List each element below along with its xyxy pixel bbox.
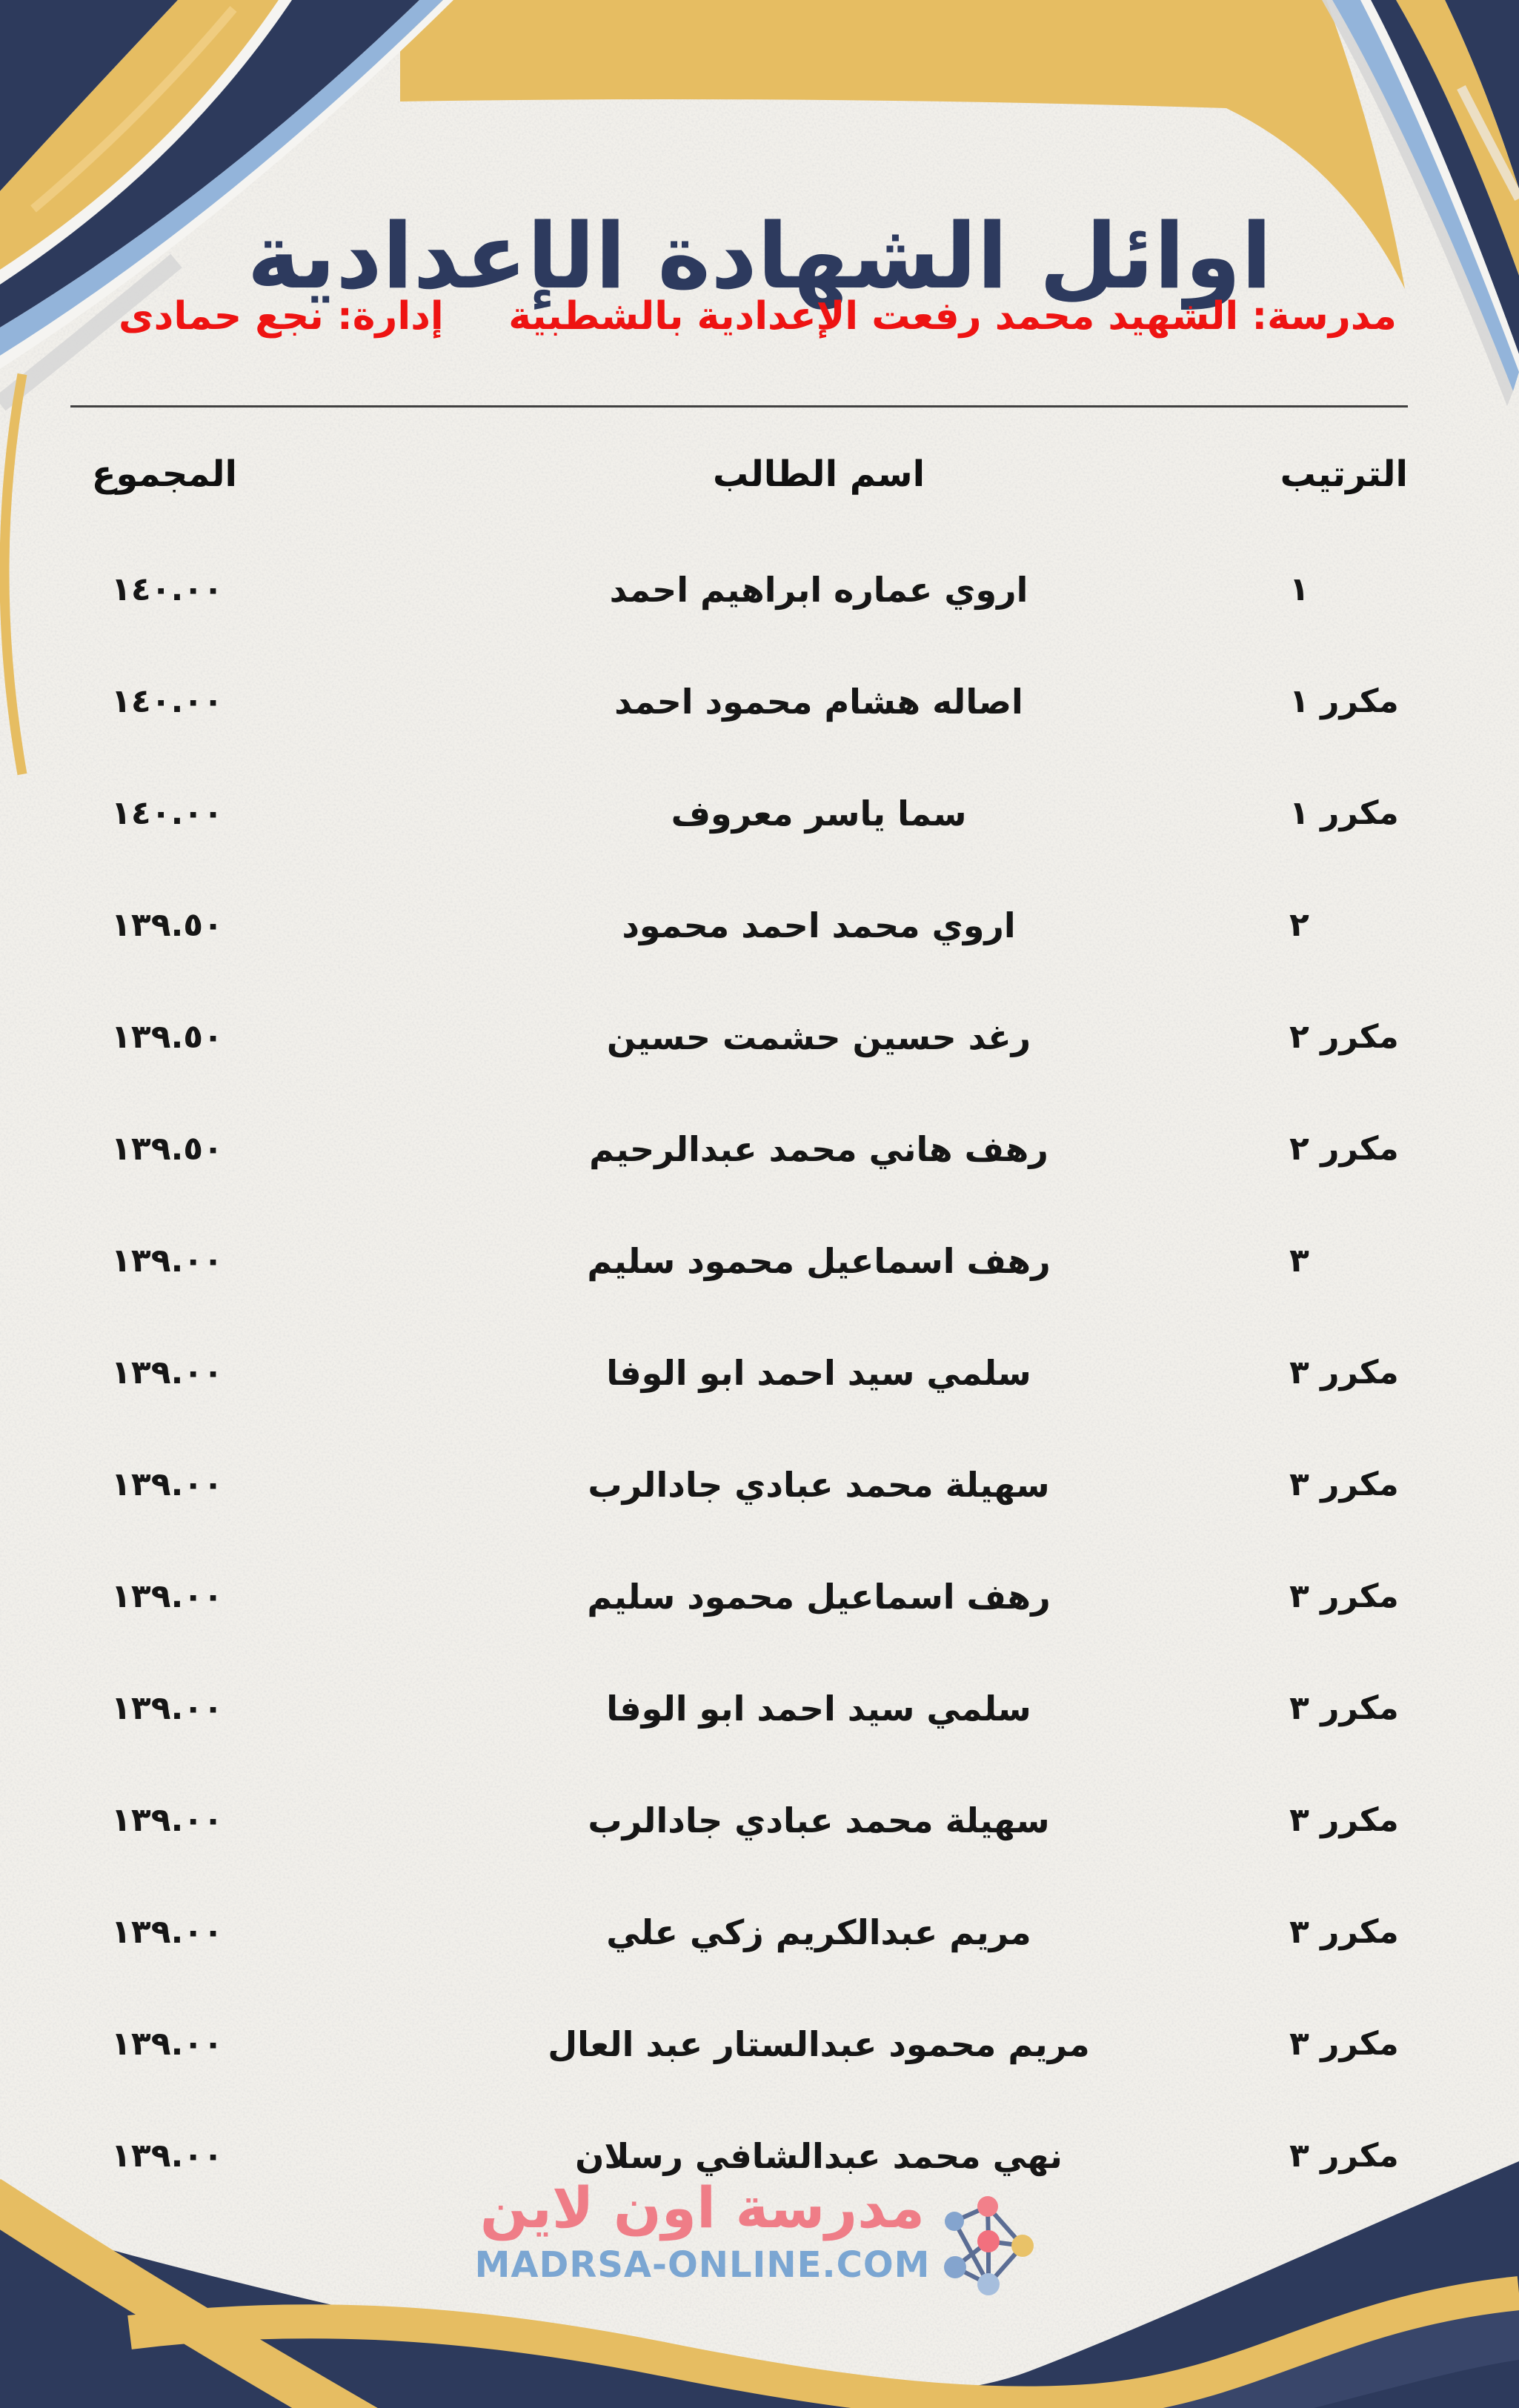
rank-cell: مكرر ٣	[1289, 1577, 1399, 1615]
page-title: اوائل الشهادة الإعدادية	[247, 203, 1272, 309]
total-cell: ١٤٠.٠٠	[111, 571, 223, 608]
total-cell: ١٤٠.٠٠	[111, 682, 223, 720]
student-name-cell: سهيلة محمد عبادي جادالرب	[588, 1800, 1050, 1840]
student-name-cell: رغد حسين حشمت حسين	[606, 1017, 1031, 1057]
table-row	[111, 645, 1408, 757]
rank-cell: ٣	[1289, 1242, 1309, 1280]
student-name-cell: اروي محمد احمد محمود	[622, 905, 1016, 945]
student-name-cell: رهف اسماعيل محمود سليم	[587, 1240, 1051, 1281]
school-name: مدرسة: الشهيد محمد رفعت الإعدادية بالشطبية	[508, 294, 1397, 339]
student-name-cell: سهيلة محمد عبادي جادالرب	[588, 1464, 1050, 1505]
table-row	[111, 1652, 1408, 1764]
total-cell: ١٣٩.٠٠	[111, 2025, 223, 2063]
table-row	[111, 1764, 1408, 1876]
results-table	[91, 415, 1408, 2212]
student-name-cell: مريم محمود عبدالستار عبد العال	[548, 2023, 1090, 2064]
total-cell: ١٣٩.٥٠	[111, 1130, 223, 1168]
rank-cell: مكرر ٣	[1289, 1354, 1399, 1391]
table-row	[111, 1428, 1408, 1540]
table-row	[111, 1540, 1408, 1652]
table-row	[111, 1317, 1408, 1428]
student-name-cell: نهي محمد عبدالشافي رسلان	[575, 2135, 1063, 2176]
table-row	[111, 1988, 1408, 2100]
student-name-cell: سلمي سيد احمد ابو الوفا	[606, 1688, 1031, 1729]
student-name-cell: اصاله هشام محمود احمد	[614, 681, 1023, 722]
network-logo-icon	[940, 2184, 1044, 2303]
rank-column-header: الترتيب	[1280, 453, 1408, 495]
total-cell: ١٤٠.٠٠	[111, 794, 223, 832]
rank-cell: مكرر ٣	[1289, 1689, 1399, 1727]
total-cell: ١٣٩.٠٠	[111, 1689, 223, 1727]
student-name-cell: رهف اسماعيل محمود سليم	[587, 1576, 1051, 1617]
table-row	[111, 869, 1408, 981]
total-cell: ١٣٩.٠٠	[111, 1801, 223, 1839]
total-cell: ١٣٩.٠٠	[111, 1466, 223, 1503]
total-cell: ١٣٩.٠٠	[111, 1913, 223, 1951]
rank-cell: مكرر ٣	[1289, 1801, 1399, 1839]
rank-cell: مكرر ٣	[1289, 2137, 1399, 2175]
total-cell: ١٣٩.٠٠	[111, 1242, 223, 1280]
student-name-cell: سلمي سيد احمد ابو الوفا	[606, 1352, 1031, 1393]
table-header-row	[91, 415, 1408, 533]
student-name-cell: رهف هاني محمد عبدالرحيم	[589, 1128, 1048, 1169]
total-cell: ١٣٩.٠٠	[111, 1577, 223, 1615]
subtitle-line	[119, 293, 1397, 339]
table-row	[111, 1876, 1408, 1988]
brand-text	[475, 2175, 931, 2286]
admin-name: إدارة: نجع حمادى	[119, 294, 444, 339]
rank-cell: مكرر ١	[1289, 794, 1399, 832]
divider-line	[70, 405, 1408, 408]
table-row	[111, 533, 1408, 645]
rank-cell: مكرر ٢	[1289, 1130, 1399, 1168]
rank-cell: ٢	[1289, 906, 1309, 944]
total-cell: ١٣٩.٥٠	[111, 906, 223, 944]
table-row	[111, 1093, 1408, 1205]
table-body	[111, 533, 1408, 2212]
table-row	[111, 1205, 1408, 1317]
total-cell: ١٣٩.٠٠	[111, 2137, 223, 2175]
student-name-cell: مريم عبدالكريم زكي علي	[606, 1912, 1031, 1952]
student-name-cell: سما ياسر معروف	[671, 793, 967, 834]
brand-name-arabic: مدرسة اون لاين	[479, 2175, 925, 2241]
rank-cell: مكرر ٣	[1289, 1466, 1399, 1503]
rank-cell: ١	[1289, 571, 1309, 608]
rank-cell: مكرر ١	[1289, 682, 1399, 720]
rank-cell: مكرر ٢	[1289, 1018, 1399, 1056]
name-column-header: اسم الطالب	[712, 453, 925, 495]
total-cell: ١٣٩.٥٠	[111, 1018, 223, 1056]
rank-cell: مكرر ٣	[1289, 2025, 1399, 2063]
table-row	[111, 757, 1408, 869]
rank-cell: مكرر ٣	[1289, 1913, 1399, 1951]
total-column-header: المجموع	[91, 453, 237, 495]
table-row	[111, 981, 1408, 1093]
total-cell: ١٣٩.٠٠	[111, 1354, 223, 1391]
footer-brand	[0, 2175, 1519, 2303]
student-name-cell: اروي عماره ابراهيم احمد	[609, 569, 1028, 610]
brand-website-url: MADRSA-ONLINE.COM	[474, 2244, 931, 2286]
